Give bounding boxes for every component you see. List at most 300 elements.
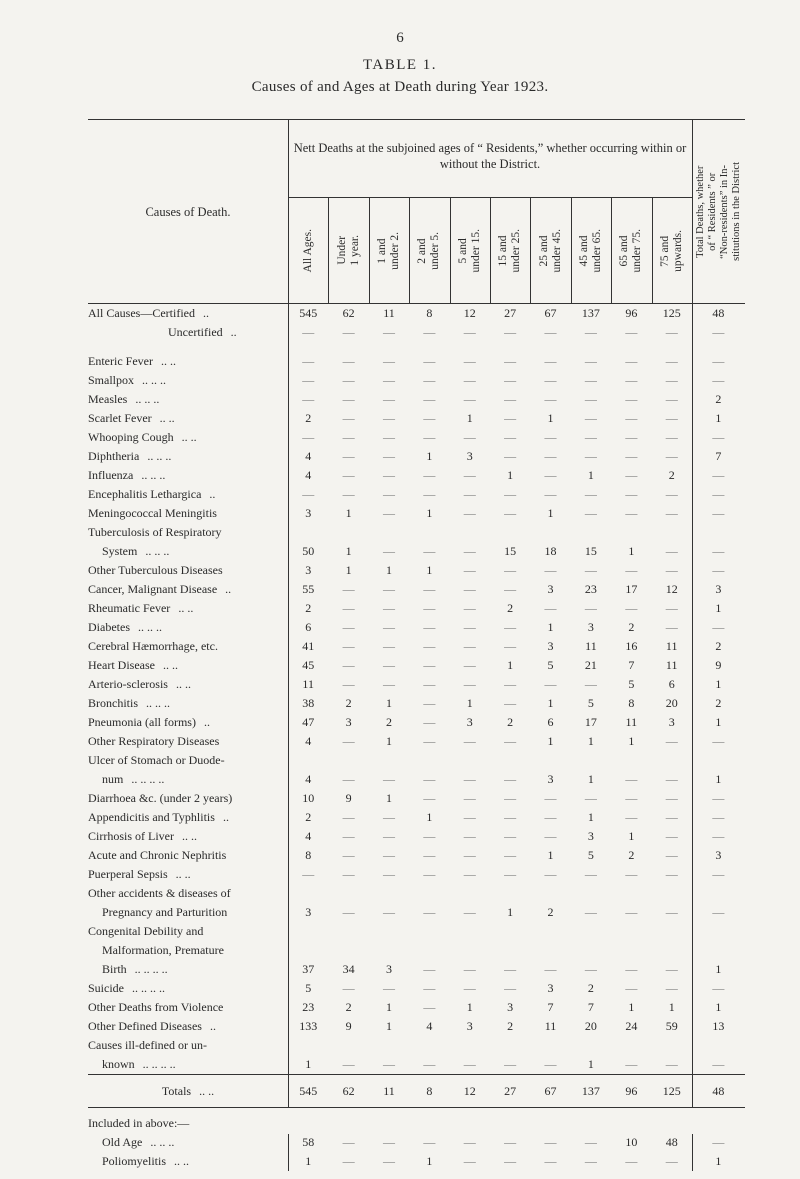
age-cell: — (342, 354, 355, 368)
age-cell: — (423, 867, 436, 881)
table-row (88, 580, 745, 599)
age-cell: — (382, 658, 395, 672)
table-subtitle: Causes of and Ages at Death during Year 1923. (251, 79, 549, 95)
age-cell: 20 (584, 1019, 597, 1033)
total-cell: 48 (712, 306, 725, 320)
age-cell: — (463, 325, 476, 339)
cause-name: Influenza .. .. .. (88, 468, 166, 482)
age-cell: — (463, 563, 476, 577)
total-cell: 1 (715, 1154, 722, 1168)
age-cell: 9 (345, 1019, 352, 1033)
table-row (88, 770, 745, 789)
age-cell: 1 (587, 734, 594, 748)
age-cell: — (665, 354, 678, 368)
age-cell: — (382, 1057, 395, 1071)
age-cell: 10 (302, 791, 315, 805)
table-row (88, 1036, 745, 1055)
age-cell: — (342, 810, 355, 824)
age-cell: 1 (587, 1057, 594, 1071)
total-cell: 3 (715, 848, 722, 862)
age-cell: 1 (668, 1000, 675, 1014)
age-cell: — (463, 829, 476, 843)
age-cell: — (625, 411, 638, 425)
age-cell: — (544, 563, 557, 577)
age-cell: 3 (466, 715, 473, 729)
age-column-header: 65 and under 75. (618, 228, 644, 273)
age-cell: — (665, 487, 678, 501)
age-cell: 62 (342, 1084, 355, 1098)
age-cell: — (665, 1154, 678, 1168)
age-cell: — (423, 981, 436, 995)
total-cell: 2 (715, 696, 722, 710)
age-cell: — (625, 1057, 638, 1071)
age-cell: 1 (385, 696, 392, 710)
age-cell: — (423, 677, 436, 691)
age-cell: 8 (305, 848, 312, 862)
total-cell: 2 (715, 639, 722, 653)
age-cell: 3 (466, 449, 473, 463)
age-cell: — (423, 373, 436, 387)
age-cell: 12 (665, 582, 678, 596)
included-section (88, 1108, 745, 1171)
age-cell: — (382, 1154, 395, 1168)
nett-deaths-header: Nett Deaths at the subjoined ages of “ Residents,” whether occurring within or without the District. (293, 141, 687, 171)
cause-name: Rheumatic Fever .. .. (88, 601, 194, 615)
age-cell: — (504, 848, 517, 862)
age-cell: — (625, 373, 638, 387)
age-cell: — (463, 620, 476, 634)
age-cell: — (463, 962, 476, 976)
age-cell: 1 (385, 563, 392, 577)
age-cell: — (584, 677, 597, 691)
age-cell: — (463, 354, 476, 368)
table-row (88, 323, 745, 342)
age-cell: 1 (547, 506, 554, 520)
age-cell: — (342, 772, 355, 786)
age-cell: — (544, 791, 557, 805)
age-cell: 2 (587, 981, 594, 995)
cause-name: Arterio-sclerosis .. .. (88, 677, 191, 691)
age-cell: — (625, 1154, 638, 1168)
age-column-header: All Ages. (301, 228, 314, 273)
age-cell: 18 (544, 544, 557, 558)
age-cell: — (382, 544, 395, 558)
total-cell: — (712, 867, 725, 881)
age-cell: 96 (625, 306, 638, 320)
age-cell: — (423, 715, 436, 729)
age-cell: — (665, 506, 678, 520)
age-cell: 24 (625, 1019, 638, 1033)
total-cell: 48 (712, 1084, 725, 1098)
age-cell: 2 (668, 468, 675, 482)
included-label: Included in above:— (88, 1116, 190, 1130)
age-cell: 58 (302, 1135, 315, 1149)
age-cell: 3 (547, 772, 554, 786)
age-cell: 37 (302, 962, 315, 976)
age-cell: 16 (625, 639, 638, 653)
age-cell: — (463, 506, 476, 520)
table-row (88, 1055, 745, 1074)
age-cell: — (544, 1135, 557, 1149)
total-cell: — (712, 468, 725, 482)
age-cell: 3 (385, 962, 392, 976)
age-cell: — (504, 810, 517, 824)
age-cell: — (423, 639, 436, 653)
age-cell: 1 (628, 1000, 635, 1014)
age-cell: — (665, 772, 678, 786)
age-cell: — (423, 392, 436, 406)
cause-name: Totals .. .. (161, 1084, 215, 1098)
table-row (88, 485, 745, 504)
age-cell: 1 (507, 905, 514, 919)
age-cell: — (382, 373, 395, 387)
age-cell: — (342, 468, 355, 482)
age-cell: 3 (466, 1019, 473, 1033)
age-cell: — (463, 734, 476, 748)
age-cell: — (382, 411, 395, 425)
age-cell: — (504, 791, 517, 805)
age-cell: — (463, 639, 476, 653)
cause-name: Encephalitis Lethargica .. (88, 487, 216, 501)
age-cell: 27 (504, 1084, 517, 1098)
age-cell: 1 (305, 1057, 312, 1071)
cause-name: Enteric Fever .. .. (88, 354, 176, 368)
age-cell: — (665, 1057, 678, 1071)
age-cell: — (463, 848, 476, 862)
age-cell: — (544, 810, 557, 824)
table-row (88, 1082, 745, 1101)
age-cell: — (584, 905, 597, 919)
age-cell: 1 (426, 1154, 433, 1168)
age-cell: — (625, 563, 638, 577)
age-cell: — (382, 392, 395, 406)
age-cell: 545 (299, 306, 318, 320)
age-cell: 17 (625, 582, 638, 596)
age-cell: 7 (628, 658, 635, 672)
age-cell: — (463, 468, 476, 482)
age-cell: — (382, 582, 395, 596)
age-cell: — (504, 962, 517, 976)
age-cell: — (544, 373, 557, 387)
table-row (88, 504, 745, 523)
age-cell: 2 (345, 1000, 352, 1014)
age-cell: 1 (385, 734, 392, 748)
age-cell: 55 (302, 582, 315, 596)
age-cell: — (544, 392, 557, 406)
age-cell: — (504, 449, 517, 463)
age-cell: 2 (628, 620, 635, 634)
age-cell: — (665, 810, 678, 824)
cause-name: Whooping Cough .. .. (88, 430, 197, 444)
cause-name: Acute and Chronic Nephritis (88, 848, 227, 862)
age-cell: — (504, 734, 517, 748)
age-cell: 1 (507, 658, 514, 672)
age-cell: 96 (625, 1084, 638, 1098)
table-row (88, 542, 745, 561)
age-cell: 41 (302, 639, 315, 653)
total-cell: 1 (715, 772, 722, 786)
age-cell: — (625, 354, 638, 368)
age-cell: — (625, 449, 638, 463)
age-cell: — (463, 791, 476, 805)
total-cell: 1 (715, 677, 722, 691)
age-cell: 11 (665, 639, 678, 653)
age-cell: — (625, 962, 638, 976)
age-cell: — (382, 810, 395, 824)
age-cell: 12 (463, 1084, 476, 1098)
cause-name: Causes ill-defined or un- (88, 1038, 207, 1052)
cause-name: Measles .. .. .. (88, 392, 160, 406)
age-cell: — (504, 373, 517, 387)
age-cell: 2 (345, 696, 352, 710)
age-column-header: 75 and upwards. (658, 229, 684, 272)
age-cell: — (463, 810, 476, 824)
age-cell: 1 (385, 1019, 392, 1033)
age-cell: — (665, 620, 678, 634)
table-row (88, 1152, 745, 1171)
age-cell: 3 (668, 715, 675, 729)
age-cell: 10 (625, 1135, 638, 1149)
age-cell: 1 (587, 810, 594, 824)
age-cell: — (504, 487, 517, 501)
age-cell: — (584, 506, 597, 520)
age-cell: — (423, 905, 436, 919)
age-cell: — (665, 867, 678, 881)
table-row (88, 599, 745, 618)
cause-name: System .. .. .. (102, 544, 170, 558)
age-cell: — (342, 487, 355, 501)
age-cell: 1 (466, 411, 473, 425)
cause-name: Ulcer of Stomach or Duode- (88, 753, 225, 767)
table-row (88, 523, 745, 542)
cause-name: Other Deaths from Violence (88, 1000, 224, 1014)
totals-section (88, 1074, 745, 1108)
age-cell: — (342, 582, 355, 596)
age-cell: — (584, 411, 597, 425)
age-cell: — (625, 810, 638, 824)
cause-name: Diarrhoea &c. (under 2 years) (88, 791, 233, 805)
age-cell: — (504, 696, 517, 710)
cause-name: num .. .. .. .. (102, 772, 165, 786)
age-cell: — (423, 1057, 436, 1071)
age-cell: 23 (584, 582, 597, 596)
total-cell: 1 (715, 411, 722, 425)
age-cell: — (625, 506, 638, 520)
age-cell: 4 (426, 1019, 433, 1033)
age-cell: 2 (507, 601, 514, 615)
age-cell: — (544, 468, 557, 482)
age-cell: — (504, 1154, 517, 1168)
total-cell: — (712, 506, 725, 520)
age-cell: — (382, 487, 395, 501)
age-cell: — (665, 848, 678, 862)
age-cell: 3 (305, 506, 312, 520)
deaths-table (88, 119, 745, 1171)
total-cell: 2 (715, 392, 722, 406)
total-cell: 3 (715, 582, 722, 596)
age-column-header: 2 and under 5. (416, 231, 442, 270)
age-cell: 1 (426, 449, 433, 463)
age-cell: — (504, 430, 517, 444)
age-cell: — (423, 582, 436, 596)
age-cell: — (463, 392, 476, 406)
total-cell: — (712, 354, 725, 368)
cause-name: Malformation, Premature (102, 943, 224, 957)
age-cell: 125 (662, 306, 681, 320)
cause-name: Scarlet Fever .. .. (88, 411, 175, 425)
age-cell: — (423, 601, 436, 615)
table-row (88, 409, 745, 428)
age-cell: — (382, 468, 395, 482)
cause-name: Tuberculosis of Respiratory (88, 525, 222, 539)
age-cell: — (665, 734, 678, 748)
age-cell: — (423, 791, 436, 805)
table-row (88, 960, 745, 979)
age-cell: — (504, 563, 517, 577)
table-row (88, 428, 745, 447)
age-cell: — (544, 601, 557, 615)
age-cell: 1 (426, 810, 433, 824)
table-row (88, 1017, 745, 1036)
cause-name: Suicide .. .. .. .. (88, 981, 165, 995)
age-cell: — (544, 1057, 557, 1071)
cause-name: Cerebral Hæmorrhage, etc. (88, 639, 218, 653)
age-cell: — (665, 449, 678, 463)
age-cell: 545 (299, 1084, 318, 1098)
cause-name: known .. .. .. .. (102, 1057, 176, 1071)
age-cell: — (544, 677, 557, 691)
age-cell: — (625, 905, 638, 919)
age-cell: 5 (547, 658, 554, 672)
age-column-header: 45 and under 65. (577, 228, 603, 273)
age-cell: — (463, 582, 476, 596)
total-cell: — (712, 325, 725, 339)
age-cell: — (504, 867, 517, 881)
age-cell: 3 (587, 829, 594, 843)
age-cell: — (625, 791, 638, 805)
age-cell: 3 (507, 1000, 514, 1014)
age-cell: — (342, 848, 355, 862)
age-cell: — (342, 1135, 355, 1149)
age-cell: — (544, 1154, 557, 1168)
age-cell: — (504, 639, 517, 653)
age-cell: — (584, 1135, 597, 1149)
age-cell: — (302, 325, 315, 339)
cause-name: Bronchitis .. .. .. (88, 696, 170, 710)
age-cell: 3 (305, 905, 312, 919)
total-cell: — (712, 487, 725, 501)
age-cell: — (342, 1154, 355, 1168)
age-cell: — (584, 791, 597, 805)
age-cell: — (584, 1154, 597, 1168)
age-cell: — (665, 601, 678, 615)
table-row (88, 827, 745, 846)
cause-name: Puerperal Sepsis .. .. (88, 867, 191, 881)
age-cell: — (504, 411, 517, 425)
total-cell: 9 (715, 658, 722, 672)
total-cell: — (712, 1057, 725, 1071)
age-cell: — (382, 829, 395, 843)
cause-name: All Causes—Certified .. (88, 306, 209, 320)
age-cell: — (625, 487, 638, 501)
age-cell: — (342, 658, 355, 672)
age-cell: — (625, 981, 638, 995)
cause-name: Appendicitis and Typhlitis .. (88, 810, 229, 824)
age-cell: 12 (463, 306, 476, 320)
table-row (88, 618, 745, 637)
age-cell: 5 (305, 981, 312, 995)
cause-name: Other Respiratory Diseases (88, 734, 220, 748)
age-cell: — (342, 867, 355, 881)
total-cell: — (712, 791, 725, 805)
age-cell: 59 (665, 1019, 678, 1033)
total-cell: — (712, 905, 725, 919)
age-cell: 8 (628, 696, 635, 710)
age-cell: — (504, 772, 517, 786)
age-cell: — (423, 544, 436, 558)
age-cell: — (625, 772, 638, 786)
age-cell: 1 (547, 696, 554, 710)
age-cell: 3 (547, 981, 554, 995)
age-cell: — (382, 1135, 395, 1149)
table-row (88, 865, 745, 884)
age-cell: 1 (587, 468, 594, 482)
age-cell: 4 (305, 449, 312, 463)
age-cell: — (504, 981, 517, 995)
age-cell: 2 (305, 411, 312, 425)
age-cell: — (382, 981, 395, 995)
age-cell: — (423, 962, 436, 976)
age-cell: — (584, 392, 597, 406)
total-cell: — (712, 620, 725, 634)
causes-header: Causes of Death. (145, 205, 231, 219)
age-cell: — (665, 392, 678, 406)
age-cell: 1 (547, 734, 554, 748)
age-cell: — (342, 430, 355, 444)
table-row (88, 304, 745, 323)
age-cell: — (584, 962, 597, 976)
age-cell: — (382, 848, 395, 862)
table-title: TABLE 1. (362, 57, 438, 73)
age-cell: — (665, 430, 678, 444)
age-cell: — (302, 354, 315, 368)
age-cell: 21 (584, 658, 597, 672)
age-cell: 1 (628, 544, 635, 558)
age-cell: 11 (302, 677, 314, 691)
cause-name: Other accidents & diseases of (88, 886, 231, 900)
age-cell: — (342, 392, 355, 406)
age-cell: — (382, 449, 395, 463)
age-cell: 1 (466, 696, 473, 710)
age-cell: — (302, 867, 315, 881)
age-cell: 3 (547, 582, 554, 596)
age-cell: — (625, 430, 638, 444)
age-cell: 17 (584, 715, 597, 729)
cause-name: Pregnancy and Parturition (102, 905, 228, 919)
cause-name: Birth .. .. .. .. (102, 962, 168, 976)
age-cell: 1 (587, 772, 594, 786)
cause-name: Diphtheria .. .. .. (88, 449, 172, 463)
age-cell: 2 (305, 601, 312, 615)
table-row (88, 979, 745, 998)
age-cell: 2 (507, 1019, 514, 1033)
age-cell: — (342, 325, 355, 339)
age-cell: 62 (342, 306, 355, 320)
age-cell: — (625, 601, 638, 615)
table-row (88, 637, 745, 656)
table-row (88, 675, 745, 694)
age-cell: — (382, 639, 395, 653)
